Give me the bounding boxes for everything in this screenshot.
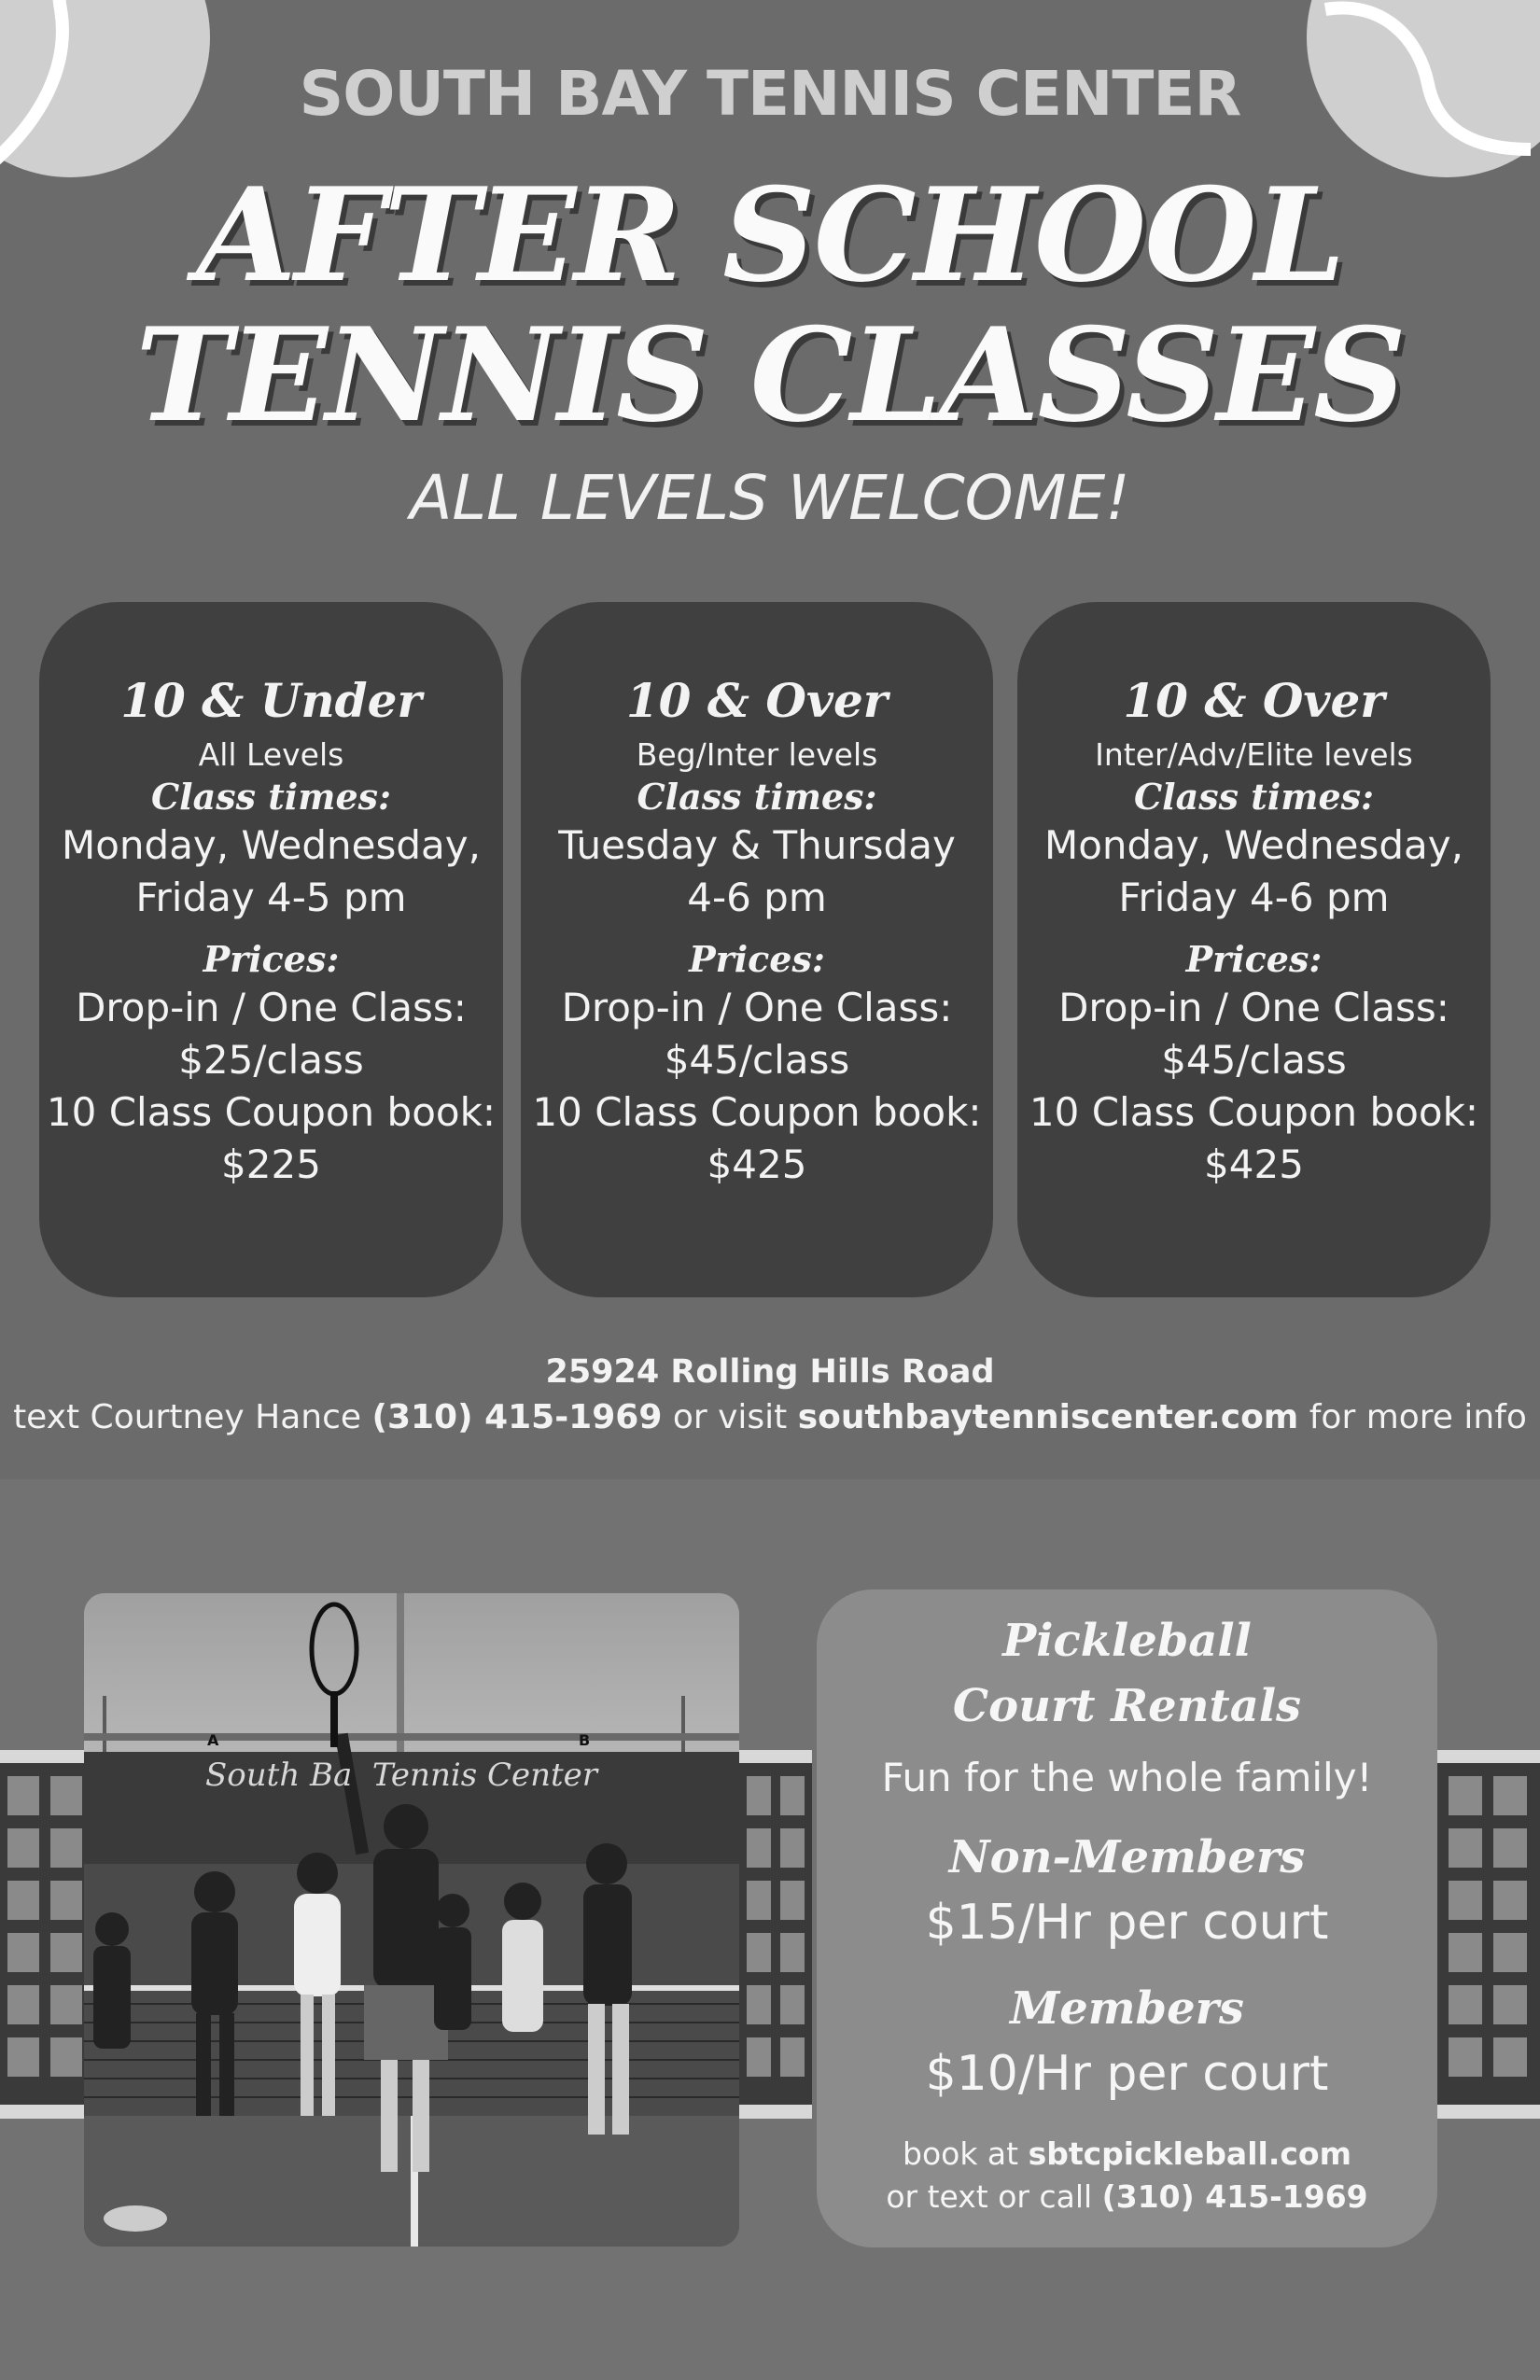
contact-info [0, 1398, 1540, 1436]
coupon-label: 10 Class Coupon book: [46, 1089, 497, 1135]
prices-label: Prices: [689, 938, 825, 980]
class-times-line-2: 4-6 pm [687, 875, 827, 920]
contact-mid: or visit [662, 1398, 798, 1436]
class-level: Inter/Adv/Elite levels [1095, 736, 1413, 773]
photo-court-a: A [207, 1731, 219, 1749]
website-link[interactable]: southbaytenniscenter.com [797, 1398, 1299, 1436]
title-line-1: AFTER SCHOOL [196, 159, 1344, 311]
coupon-price: $425 [707, 1141, 807, 1187]
dropin-price: $45/class [1161, 1037, 1347, 1083]
tennis-net-middle [737, 1750, 812, 2119]
class-times-line-2: Friday 4-5 pm [135, 875, 407, 920]
class-group-photo [84, 1593, 739, 2247]
brand-name: SOUTH BAY TENNIS CENTER [299, 58, 1241, 130]
class-card-10-over-elite [1017, 602, 1491, 1297]
call-prefix: or text or call [886, 2178, 1102, 2215]
members-price: $10/Hr per court [925, 2046, 1329, 2102]
photo-court-b: B [579, 1731, 591, 1749]
dropin-label: Drop-in / One Class: [561, 985, 953, 1030]
class-level: All Levels [198, 736, 344, 773]
pickleball-title-line-1: Pickleball [1002, 1615, 1252, 1667]
tennis-net-left [0, 1750, 93, 2119]
contact-phone[interactable]: (310) 415-1969 [371, 1398, 663, 1436]
book-prefix: book at [903, 2135, 1029, 2172]
contact-suffix: for more info [1298, 1398, 1527, 1436]
book-line [817, 2133, 1437, 2176]
class-name: 10 & Under [120, 673, 422, 728]
pickleball-title-line-2: Court Rentals [952, 1680, 1302, 1732]
pickleball-phone[interactable]: (310) 415-1969 [1101, 2178, 1368, 2215]
coupon-price: $225 [221, 1141, 321, 1187]
nonmembers-label: Non-Members [948, 1831, 1306, 1883]
tagline: ALL LEVELS WELCOME! [410, 462, 1130, 534]
class-card-10-over-beg [521, 602, 993, 1297]
title-line-2: TENNIS CLASSES [135, 299, 1405, 451]
dropin-label: Drop-in / One Class: [76, 985, 467, 1030]
class-card-10-under [39, 602, 503, 1297]
address: 25924 Rolling Hills Road [545, 1353, 995, 1391]
tennis-net-right [1437, 1750, 1540, 2119]
coupon-label: 10 Class Coupon book: [1029, 1089, 1479, 1135]
nonmembers-price: $15/Hr per court [925, 1895, 1329, 1951]
dropin-label: Drop-in / One Class: [1058, 985, 1449, 1030]
prices-label: Prices: [203, 938, 340, 980]
contact-prefix: text Courtney Hance [13, 1398, 372, 1436]
prices-label: Prices: [1185, 938, 1323, 980]
call-line [817, 2176, 1437, 2219]
dropin-price: $25/class [178, 1037, 364, 1083]
class-times-line-1: Tuesday & Thursday [558, 822, 956, 868]
class-level: Beg/Inter levels [636, 736, 878, 773]
class-times-label: Class times: [150, 776, 392, 818]
photo-sign-text: South Ba Tennis Center [205, 1757, 598, 1794]
dropin-price: $45/class [664, 1037, 850, 1083]
members-label: Members [1010, 1982, 1244, 2035]
pickleball-tagline: Fun for the whole family! [881, 1755, 1373, 1800]
class-times-label: Class times: [1133, 776, 1375, 818]
class-times-line-1: Monday, Wednesday, [61, 822, 482, 868]
class-times-label: Class times: [637, 776, 877, 818]
pickleball-website-link[interactable]: sbtcpickleball.com [1028, 2135, 1351, 2172]
coupon-price: $425 [1204, 1141, 1304, 1187]
class-name: 10 & Over [1123, 673, 1385, 728]
class-name: 10 & Over [625, 673, 889, 728]
pickleball-card [817, 1589, 1437, 2247]
class-times-line-2: Friday 4-6 pm [1118, 875, 1390, 920]
coupon-label: 10 Class Coupon book: [532, 1089, 982, 1135]
class-times-line-1: Monday, Wednesday, [1043, 822, 1464, 868]
